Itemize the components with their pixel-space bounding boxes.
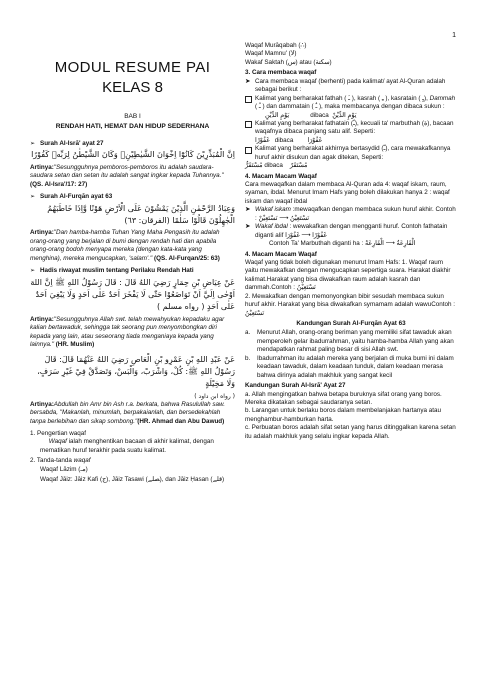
section-heading: Tanda-tanda [36, 457, 74, 465]
bullet-text-e: ( [255, 103, 258, 111]
heading-kandungan-isra: Kandungan Surah Al-Isrā' Ayat 27 [245, 382, 346, 390]
arabic-hadis-muslim: عَنْ عِيَاضِ بْنِ حِمَارٍ رَضِيَ اللهُ قَالَ : قَالَ رَسُوْلُ اللهِ ﷺ اِنَّ اللهَ اَوْحٰى اِلَيَّ اَنْ تَوَاضَعُوْا حَتّٰى لَا يَفْخَرَ اَحَدٌ عَلٰى اَحَدٍ وَلَا يَبْغِيَ اَحَدٌ عَلٰى اَحَدٍ ( رواه مسلم ) [30, 277, 235, 312]
heading-kandungan-furqan: Kandungan Surah Al-Furqān Ayat 63 [296, 320, 406, 327]
heading-macam-waqaf-2: 4. Macam Macam Waqaf [245, 250, 317, 258]
term-wakaf-iskam: Wakaf iskam [255, 206, 291, 214]
bullet-text-g: ), maka membacanya dengan dibaca sukun : [318, 103, 445, 111]
bullet-fathatain [245, 120, 457, 137]
kandungan-furqan-b [245, 355, 457, 380]
bullet-text-c: ), kasratain ( [385, 94, 421, 102]
translation-ref: (HR. Muslim) [55, 341, 95, 349]
bullet-text: Kalimat yang berharakat fathatain (ـً), kecuali ta' marbuthah (ة), bacaan waqafnya dibaca panjang satu alif. Seperti: [255, 119, 454, 136]
translation-lead: Artinya: [30, 400, 54, 408]
translation-text: Abdullah bin Amr bin Ash r.a. berkata, bahwa Rasulullah saw. bersabda, "Makanlah, minumlah, berpakaianlah, dan bersedekahlah tanpa berlebihan dan sikap sombong." [30, 400, 225, 425]
translation-isra [30, 164, 235, 189]
list-marker: b. [245, 354, 251, 362]
translation-ref: (HR. Ahmad dan Abu Dawud) [137, 417, 225, 425]
section-heading: Pengertian waqaf [37, 430, 87, 438]
example-sukun [245, 112, 457, 120]
paragraph-waqaf-raum: Waqaf yang tidak boleh digunakan menurut Imam Hafs: 1. Waqaf raum yaitu mewakafkan dengan mengucapkan sepertiga suara. Harakat diakhir kalimat.Harakat yang bisa diwakafkan raum adalah kasrah dan dammah.Contoh : نَسْتَعِيْنُ [245, 258, 451, 292]
section-waqaf-definition [30, 430, 235, 438]
checkbox-bullet-icon [245, 121, 252, 128]
waqaf-muraqabah: Waqaf Murāqabah (∴) [245, 42, 307, 49]
translation-ref: (QS. Al-Isra'/17: 27) [30, 180, 88, 188]
left-column [30, 50, 235, 487]
example-arabic-result: مُسْتَقَرّ [289, 162, 308, 170]
translation-text: "Sesungguhnya Allah swt. telah mewahyukan kepadaku agar kalian bertawaduk, sehingga tak seorang pun menyombongkan diri kepada yang lain, atau seseorang tiada menganiaya kepada yang lainnya." [30, 315, 225, 349]
example-arabic: يَوْمِ الدِّيْنِ [265, 111, 290, 119]
example-arabic-result: غَفُوْرَا [307, 136, 322, 144]
translation-lead: Artinya: [30, 229, 54, 237]
bullet-text-f: ) dan dammatain ( [262, 103, 314, 111]
checkbox-bullet-icon [245, 96, 252, 103]
arabic-verse-isra: اِنَّ الْمُبَذِّرِيْنَ كَانُوْٓا اِخْوَانَ الشَّيٰطِيْنِۗ وَكَانَ الشَّيْطٰنُ لِرَبِّهٖ كَفُوْرًا [31, 150, 235, 160]
translation-hadis-abudawud [30, 401, 235, 426]
right-column [245, 42, 457, 441]
section-waqaf-signs [30, 457, 235, 465]
waqaf-definition-text [40, 438, 235, 455]
bullet-text-b: ), kasrah ( [351, 94, 381, 102]
example-arabic: مُسْتَقَرٌّ [245, 162, 263, 170]
kandungan-isra-b: b. Larangan untuk berlaku boros dalam membelanjakan hartanya atau menghambur-hamburkan harta. [245, 407, 442, 423]
example-arabic-result: يَوْمِ الدِّيْنْ [332, 111, 357, 119]
waqaf-lazim: Waqaf Lāzim (مـ) [40, 465, 88, 473]
bullet-tasydid [245, 145, 457, 162]
waqaf-jaiz: Waqaf Jāiz: Jāiz Kafi (ج), Jāiz Tasawi (ﺼﻠﮯ), dan Jāiz Ḥasan (ﻗﻠﮯ) [40, 476, 225, 484]
translation-text: "Sesungguhnya pemboros-pemboros itu adalah saudara-saudara setan dan setan itu adalah sangat ingkar kepada Tuhannya." [30, 163, 224, 180]
translation-furqan [30, 229, 235, 263]
hadis-narrator: ( رواه ابن داود ) [194, 392, 235, 400]
source-heading-hadis-muslim: ➢ Hadis riwayat muslim tentang Perilaku Rendah Hati [30, 267, 235, 275]
bullet-text: :mewaqafkan dengan membaca sukun huruf akhir. Contoh : نَسْتَعِيْنُ ⟶ نَسْتَعِيْنْ [255, 206, 456, 222]
arabic-verse-furqan: وَعِبَادُ الرَّحْمٰنِ الَّذِيْنَ يَمْشُوْنَ عَلَى الْاَرْضِ هَوْنًا وَّاِذَا خَاطَبَهُمُ الْجٰهِلُوْنَ قَالُوْا سَلٰمًا (الفرقان: ٦٣) [47, 203, 235, 225]
example-arabic: غَفُوْرًا [255, 136, 270, 144]
checkbox-bullet-icon [245, 147, 252, 154]
kandungan-isra-c: c. Perbuatan boros adalah sifat setan yang harus ditinggalkan karena setan itu adalah makhluk yang selalu ingkar kepada Allah. [245, 424, 456, 440]
document-subtitle: KELAS 8 [102, 79, 163, 97]
bullet-wakaf-ibdal [245, 223, 457, 240]
page-number: 1 [452, 32, 456, 39]
example-dibaca: dibaca [274, 136, 294, 144]
bullet-wakaf-iskam [245, 206, 457, 223]
kandungan-isra-a: a. Allah mengingatkan bahwa betapa buruknya sifat orang yang boros. Mereka dikatakan sebagai saudaranya setan. [245, 390, 442, 406]
waqaf-mamnu: Waqaf Mamnu' (لا) [245, 50, 297, 58]
term-waqaf: Waqaf [48, 438, 67, 446]
translation-lead: Artinya: [30, 315, 54, 323]
bullet-fathah-kasrah: Kalimat yang berharakat fathah ( ـَ ), kasrah ( ـِ ), kasratain ( ـٍ), Dammah ( ـُ ) dan dammatain ( ـٌ ), maka membacanya dengan dibaca sukun : [245, 95, 457, 112]
heading-cara-membaca-waqaf: 3. Cara membaca waqaf [245, 69, 317, 77]
source-heading-isra: ➢ Surah Al-Isrā' ayat 27 [30, 140, 235, 148]
translation-hadis-muslim [30, 316, 235, 350]
section-heading-italic: waqaf [73, 457, 91, 465]
list-text: Ibadurrahman itu adalah mereka yang berjalan di muka bumi ini dalam keadaan tawaduk, dalam keadaan tunduk, dalam keadaan merasa bahwa dirinya adalah makhluk yang sangat kecil [257, 354, 454, 379]
example-dibaca: dibaca [310, 111, 329, 119]
list-text: Menurut Allah, orang-orang beriman yang memiliki sifat tawaduk akan memperoleh gelar ibadurrahman, yaitu hamba-hamba Allah yang akan mendapatkan rahmat paling besar di sisi Allah swt. [257, 329, 454, 354]
arabic-hadis-abudawud: عَنْ عَبْدِ اللهِ بْنِ عَمْرِو بْنِ الْعَاصِ رَضِيَ اللهُ عَنْهُمَا قَالَ: قَالَ رَسُوْلُ اللهِ ﷺ: كُلْ، وَاشْرَبْ، وَالْبَسْ، وَتَصَدَّقْ فِيْ غَيْرِ سَرَفٍ، وَلَا مَخِيْلَةٍ [37, 354, 235, 389]
translation-ref: (QS. Al-Furqan/25: 63) [154, 254, 220, 262]
paragraph-macam-waqaf: Cara mewaqafkan dalam membaca Al-Quran ada 4: waqaf iskam, raum, syaman, ibdal. Menurut Imam Hafs yang boleh dilakukan hanya 2 : waqaf iskam dan waqaf ibdal [245, 181, 450, 205]
section-number: 1. [30, 430, 36, 438]
heading-macam-waqaf: 4. Macam Macam Waqaf [245, 172, 317, 180]
example-fathatain [245, 137, 457, 145]
term-wakaf-ibdal: Wakaf ibdal [255, 223, 288, 231]
bullet-text: Cara membaca waqaf (berhenti) pada kalimat/ ayat Al-Quran adalah sebagai berikut : [255, 77, 446, 94]
section-number: 2. [30, 457, 36, 465]
example-dibaca: dibaca [264, 162, 283, 170]
paragraph-waqaf-isymam: 2. Mewakafkan dengan memonyongkan bibir sesudah membaca sukun huruf akhir. Harakat yang bisa diwakafkan symamam adalah wawuContoh : نَسْتَعِيْنُ [245, 292, 456, 317]
example-ta-marbuthah: Contoh Ta' Marbuthah diganti ha : الْقَارِعَةُ ⟶ الْقَارِعَهْ [269, 240, 416, 248]
arrow-bullet-icon: ➤ [245, 206, 251, 214]
definition-body: ialah menghentikan bacaan di akhir kalimat, dengan mematikan huruf terakhir pada suatu kalimat. [40, 438, 214, 454]
bullet-text-a: Kalimat yang berharakat fathah ( [255, 94, 347, 102]
document-title: MODUL RESUME PAI [54, 59, 211, 76]
bullet-text-d: Dammah [429, 94, 456, 102]
translation-lead: Artinya: [30, 163, 54, 171]
bullet-text: : wewakafkan dengan mengganti huruf. Contoh fathatain diganti alif غَفُوْرًا ⟶ غَفُوْرَا [255, 223, 448, 239]
chapter-title: RENDAH HATI, HEMAT DAN HIDUP SEDERHANA [55, 123, 210, 131]
arrow-bullet-icon: ➤ [245, 223, 251, 231]
example-tasydid [245, 162, 457, 170]
source-heading-furqan: ➢ Surah Al-Furqān ayat 63 [30, 193, 235, 201]
bullet-text: Kalimat yang berharakat akhirnya bertasydid (ـّ), cara mewakafkannya huruf akhir disukun dan agak ditekan, Seperti: [255, 145, 451, 161]
wakaf-saktah: Wakaf Saktah (س) atau (سكتة) [245, 58, 332, 66]
translation-text: "Dan hamba-hamba Tuhan Yang Maha Pengasih itu adalah orang-orang yang berjalan di bumi dengan rendah hati dan apabila orang-orang bodoh menyapa mereka (dengan kata-kata yang menghina), mereka mengucapkan, 'salam'." [30, 229, 220, 262]
bullet-cara-membaca [245, 78, 457, 95]
kandungan-furqan-a [245, 329, 457, 354]
list-marker: a. [245, 329, 251, 337]
chapter-label: BAB I [124, 112, 141, 120]
arrow-bullet-icon: ➤ [245, 77, 251, 85]
